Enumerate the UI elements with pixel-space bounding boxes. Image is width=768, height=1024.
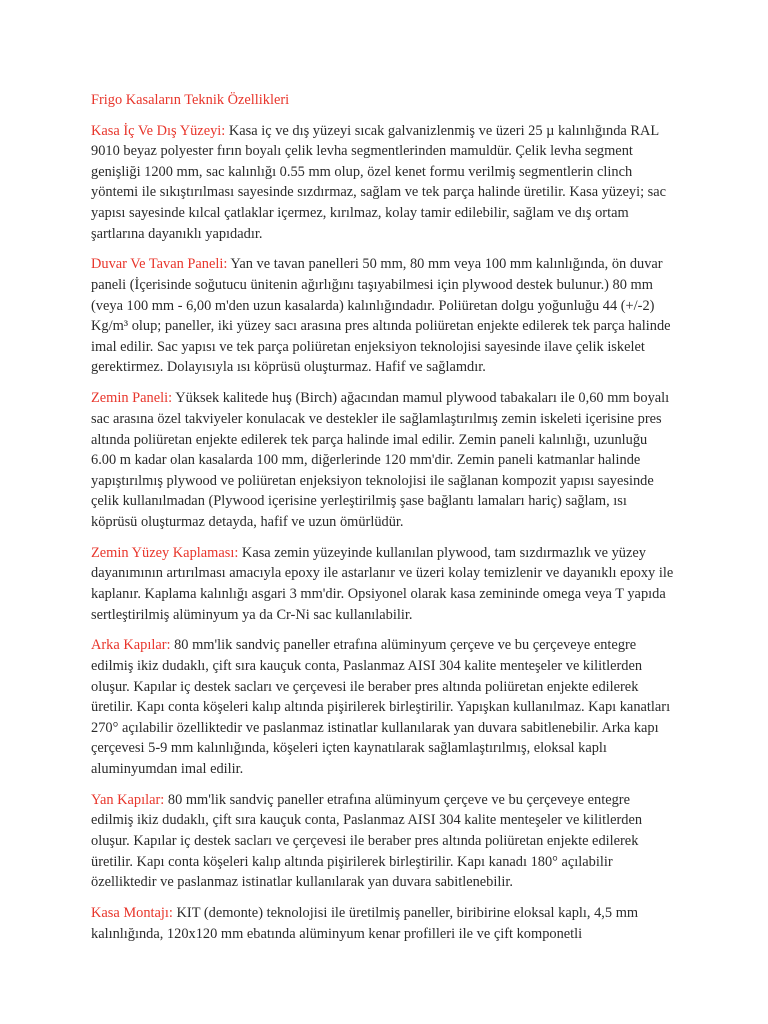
section-kasa-ic-dis-yuzeyi [91,121,675,245]
document-title [91,90,675,111]
section-yan-kapilar [91,790,675,893]
section-heading: Zemin Yüzey Kaplaması: [91,544,239,561]
section-duvar-tavan-paneli [91,254,675,378]
section-body: Yan ve tavan panelleri 50 mm, 80 mm veya 100 mm kalınlığında, ön duvar paneli (İçerisinde soğutucu ünitenin ağırlığını taşıyabilmesi için plywood destek bulunur.) 80 mm (veya 100 mm - 6,00 m'den uzun kasalarda) kalınlığındadır. Poliüretan dolgu yoğunluğu 44 (+/-2) Kg/m³ olup; paneller, iki yüzey sacı arasına pres altında poliüretan enjekte edilerek tek parça halinde imal edilir. Sac yapısı ve tek parça poliüretan enjeksiyon teknolojisi sayesinde ilave çelik iskelet gerektirmez. Dolayısıyla ısı köprüsü oluşturmaz. Hafif ve sağlamdır. [91,256,671,376]
section-zemin-paneli [91,388,675,532]
section-body: Kasa zemin yüzeyinde kullanılan plywood, tam sızdırmazlık ve yüzey dayanımının artırılması amacıyla epoxy ile astarlanır ve üzeri kolay temizlenir ve dayanıklı epoxy ile kaplanır. Kaplama kalınlığı asgari 3 mm'dir. Opsiyonel olarak kasa zemininde omega veya T yapıda sertleştirilmiş alüminyum ya da Cr-Ni sac kullanılabilir. [91,544,674,623]
section-heading: Duvar Ve Tavan Paneli: [91,256,228,273]
section-body: Kasa iç ve dış yüzeyi sıcak galvanizlenmiş ve üzeri 25 µ kalınlığında RAL 9010 beyaz polyester fırın boyalı çelik levha segmentlerinden mamuldür. Çelik levha segment genişliği 1200 mm, sac kalınlığı 0.55 mm olup, özel kenet formu verilmiş segmentlerin clinch yöntemi ile sıkıştırılması sayesinde sızdırmaz, sağlam ve tek parça halinde üretilir. Kasa yüzeyi; sac yapısı sayesinde kılcal çatlaklar içermez, kırılmaz, kolay tamir edilebilir, sağlam ve dış ortam şartlarına dayanıklı yapıdadır. [91,122,667,242]
section-body: Yüksek kalitede huş (Birch) ağacından mamul plywood tabakaları ile 0,60 mm boyalı sac arasına özel takviyeler konulacak ve destekler ile sağlamlaştırılmış zemin iskeleti içerisine pres altında poliüretan enjekte edilerek tek parça halinde imal edilir. Zemin paneli kalınlığı, uzunluğu 6.00 m kadar olan kasalarda 100 mm, diğerlerinde 120 mm'dir. Zemin paneli katmanlar halinde yapıştırılmış plywood ve poliüretan enjeksiyon teknolojisi ile sağlanan kompozit yapısı sayesinde çelik kullanılmadan (Plywood içerisine yerleştirilmiş şase bağlantı lamaları hariç) sağlam, ısı köprüsü oluşturmaz detayda, hafif ve uzun ömürlüdür. [91,390,670,530]
section-heading: Arka Kapılar: [91,637,171,654]
section-body: KIT (demonte) teknolojisi ile üretilmiş paneller, biribirine eloksal kaplı, 4,5 mm kalınlığında, 120x120 mm ebatında alüminyum kenar profilleri ile ve çift komponetli [91,905,639,942]
document-title-text: Frigo Kasaların Teknik Özellikleri [91,92,290,108]
section-body: 80 mm'lik sandviç paneller etrafına alüminyum çerçeve ve bu çerçeveye entegre edilmiş ikiz dudaklı, çift sıra kauçuk conta, Paslanmaz AISI 304 kalite menteşeler ve kilitlerden oluşur. Kapılar iç destek sacları ve çerçevesi ile beraber pres altında poliüretan enjekte edilerek üretilir. Kapı conta köşeleri kalıp altında pişirilerek birleştirilir. Kapı kanadı 180° açılabilir özelliktedir ve paslanmaz istinatlar kullanılarak yan duvara sabitlenebilir. [91,791,643,891]
section-heading: Kasa Montajı: [91,905,173,922]
section-arka-kapilar [91,635,675,779]
section-heading: Kasa İç Ve Dış Yüzeyi: [91,122,226,139]
section-heading: Zemin Paneli: [91,390,173,407]
section-zemin-yuzey-kaplamasi [91,543,675,625]
document-content [91,90,675,955]
section-body: 80 mm'lik sandviç paneller etrafına alüminyum çerçeve ve bu çerçeveye entegre edilmiş ikiz dudaklı, çift sıra kauçuk conta, Paslanmaz AISI 304 kalite menteşeler ve kilitlerden oluşur. Kapılar iç destek sacları ve çerçevesi ile beraber pres altında poliüretan enjekte edilerek üretilir. Kapı conta köşeleri kalıp altında pişirilerek birleştirilir. Yapışkan kullanılmaz. Kapı kanatları 270° açılabilir özelliktedir ve paslanmaz istinatlar kullanılarak yan duvara sabitlenebilir. Arka kapı çerçevesi 5-9 mm kalınlığında, köşeleri içten kaynatılarak sağlamlaştırılmış, eloksal kaplı aluminyumdan imal edilir. [91,637,671,777]
section-kasa-montaji [91,903,675,944]
section-heading: Yan Kapılar: [91,791,165,808]
